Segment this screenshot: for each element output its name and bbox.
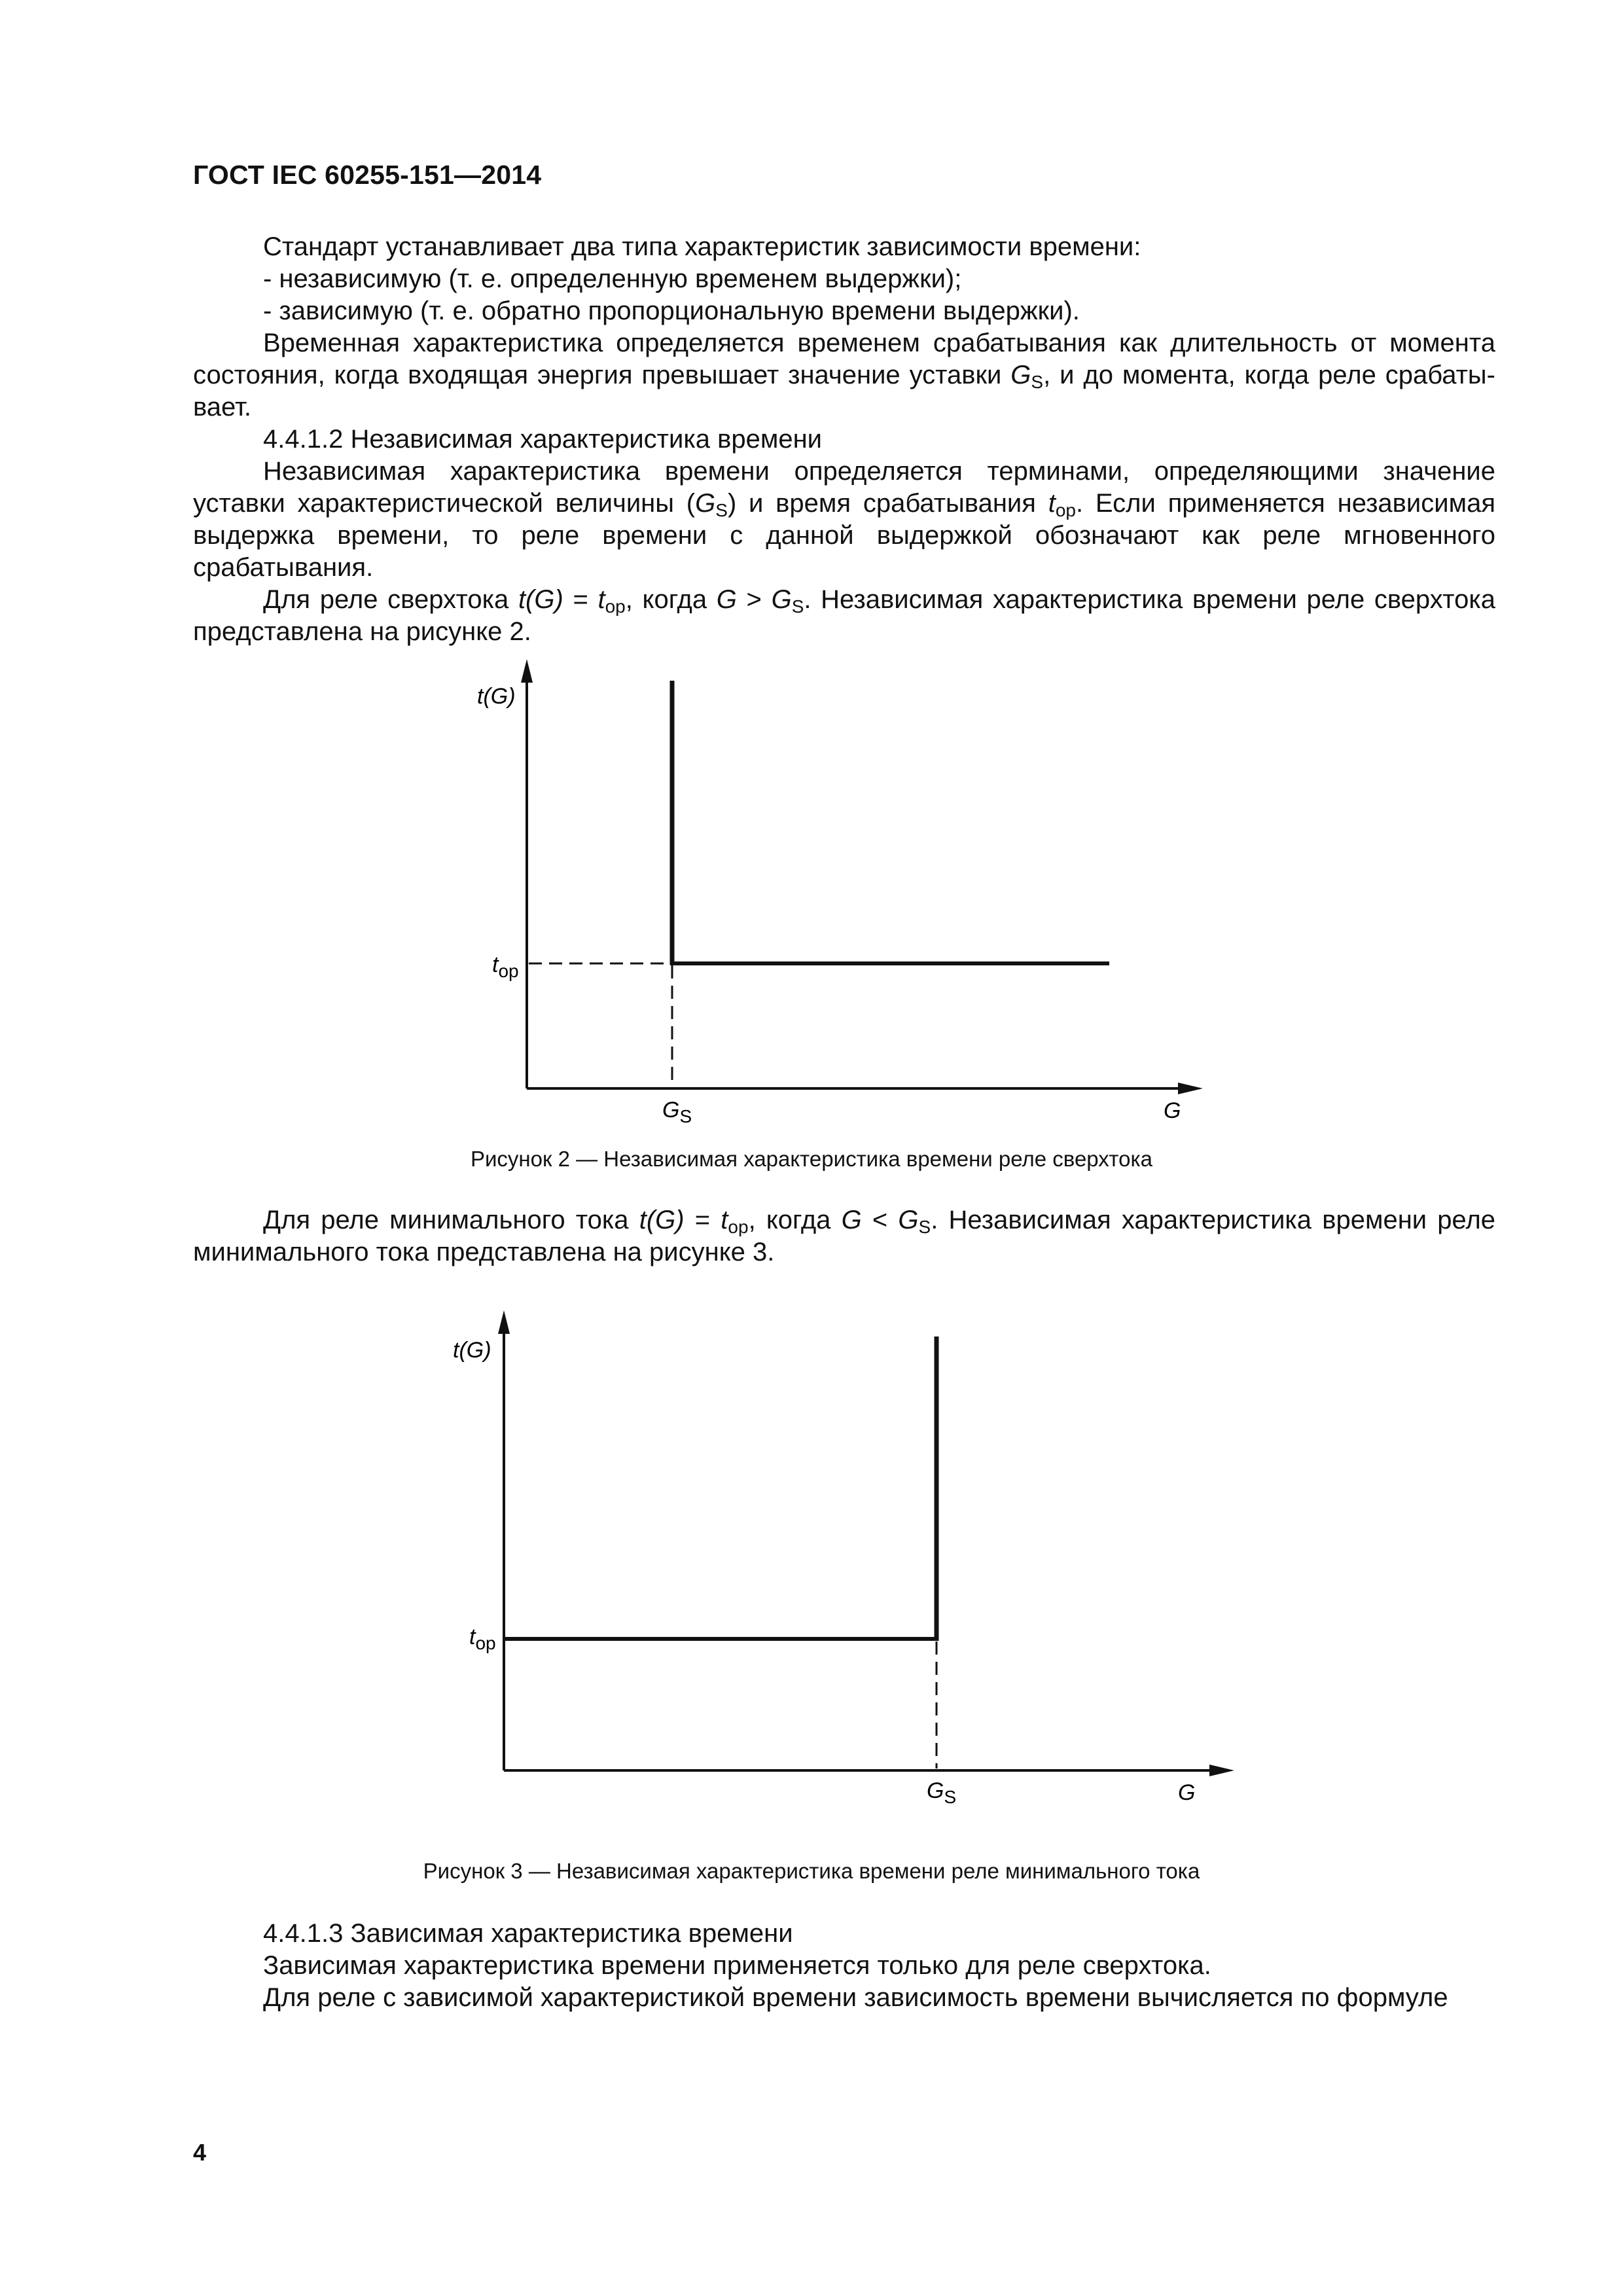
figure-2-gs-label: $G_S$ <box>662 1098 692 1126</box>
figure-2-y-axis-label: t(G) <box>477 684 516 709</box>
section-4413-line-2: Для реле с зависимой характеристикой времени зависимость времени вычисляется по формуле <box>263 1983 1448 2012</box>
figure-2-caption: Рисунок 2 — Независимая характеристика времени реле сверхтока <box>470 1147 1153 1171</box>
figure-3-intro-line-2: минимального тока представлена на рисунке 3. <box>193 1238 775 1266</box>
figure-3-caption: Рисунок 3 — Независимая характеристика времени реле минимального тока <box>423 1859 1200 1883</box>
figure-3-top-label: $t_{op}$ <box>469 1624 496 1653</box>
intro-line-3: - зависимую (т. е. обратно пропорциональную времени выдержки). <box>263 296 1080 325</box>
figure-2-y-axis <box>521 659 533 1088</box>
intro-line-2: - независимую (т. е. определенную временем выдержки); <box>263 264 962 293</box>
figure-3-y-axis <box>498 1310 510 1770</box>
figure-2-x-axis <box>527 1083 1203 1094</box>
figure-2-x-axis-label: G <box>1164 1098 1181 1123</box>
intro-block <box>193 231 1495 423</box>
figure-3-y-axis-label: t(G) <box>453 1338 491 1363</box>
document-header: ГОСТ IEC 60255-151—2014 <box>193 160 542 190</box>
figure-3-intro <box>193 1204 1495 1268</box>
section-4412-line-4: срабатывания. <box>193 553 374 582</box>
section-4412-line-6: представлена на рисунке 2. <box>193 617 531 646</box>
section-4412 <box>193 423 1495 648</box>
figure-3-x-axis-label: G <box>1178 1780 1196 1805</box>
section-4412-line-5: Для реле сверхтока $t(G) = t_{op}$, когда $G > G_S$. Независимая характеристика времени реле сверхтока <box>263 585 1495 616</box>
section-4412-line-3: выдержка времени, то реле времени с данной выдержкой обозначают как реле мгновенного <box>193 521 1495 550</box>
section-4412-line-2: уставки характеристической величины $(G_S)$ и время срабатывания $t_{op}$. Если применяется независимая <box>193 489 1495 520</box>
section-4413 <box>193 1918 1495 2014</box>
figure-2-top-label: $t_{op}$ <box>492 952 519 981</box>
figure-3-intro-line-1: Для реле минимального тока $t(G) = t_{op}$, когда $G < G_S$. Независимая характеристика времени реле <box>263 1206 1495 1236</box>
figure-3-diagram <box>0 1296 1623 1820</box>
page-number: 4 <box>193 2139 207 2166</box>
intro-line-1: Стандарт устанавливает два типа характеристик зависимости времени: <box>263 232 1141 261</box>
figure-3-gs-label: $G_S$ <box>927 1778 957 1807</box>
section-4413-line-1: Зависимая характеристика времени применяется только для реле сверхтока. <box>263 1951 1211 1980</box>
figure-2-diagram <box>0 641 1623 1165</box>
intro-line-6: вает. <box>193 393 251 422</box>
intro-line-5: состояния, когда входящая энергия превышает значение уставки $G_S$, и до момента, когда реле срабаты- <box>193 361 1495 391</box>
section-4412-line-1: Независимая характеристика времени определяется терминами, определяющими значение <box>263 457 1495 486</box>
section-4412-heading: 4.4.1.2 Независимая характеристика времени <box>263 425 823 454</box>
section-4413-heading: 4.4.1.3 Зависимая характеристика времени <box>263 1919 793 1948</box>
intro-line-4: Временная характеристика определяется временем срабатывания как длительность от момента <box>263 329 1495 357</box>
figure-3-x-axis <box>504 1765 1234 1776</box>
